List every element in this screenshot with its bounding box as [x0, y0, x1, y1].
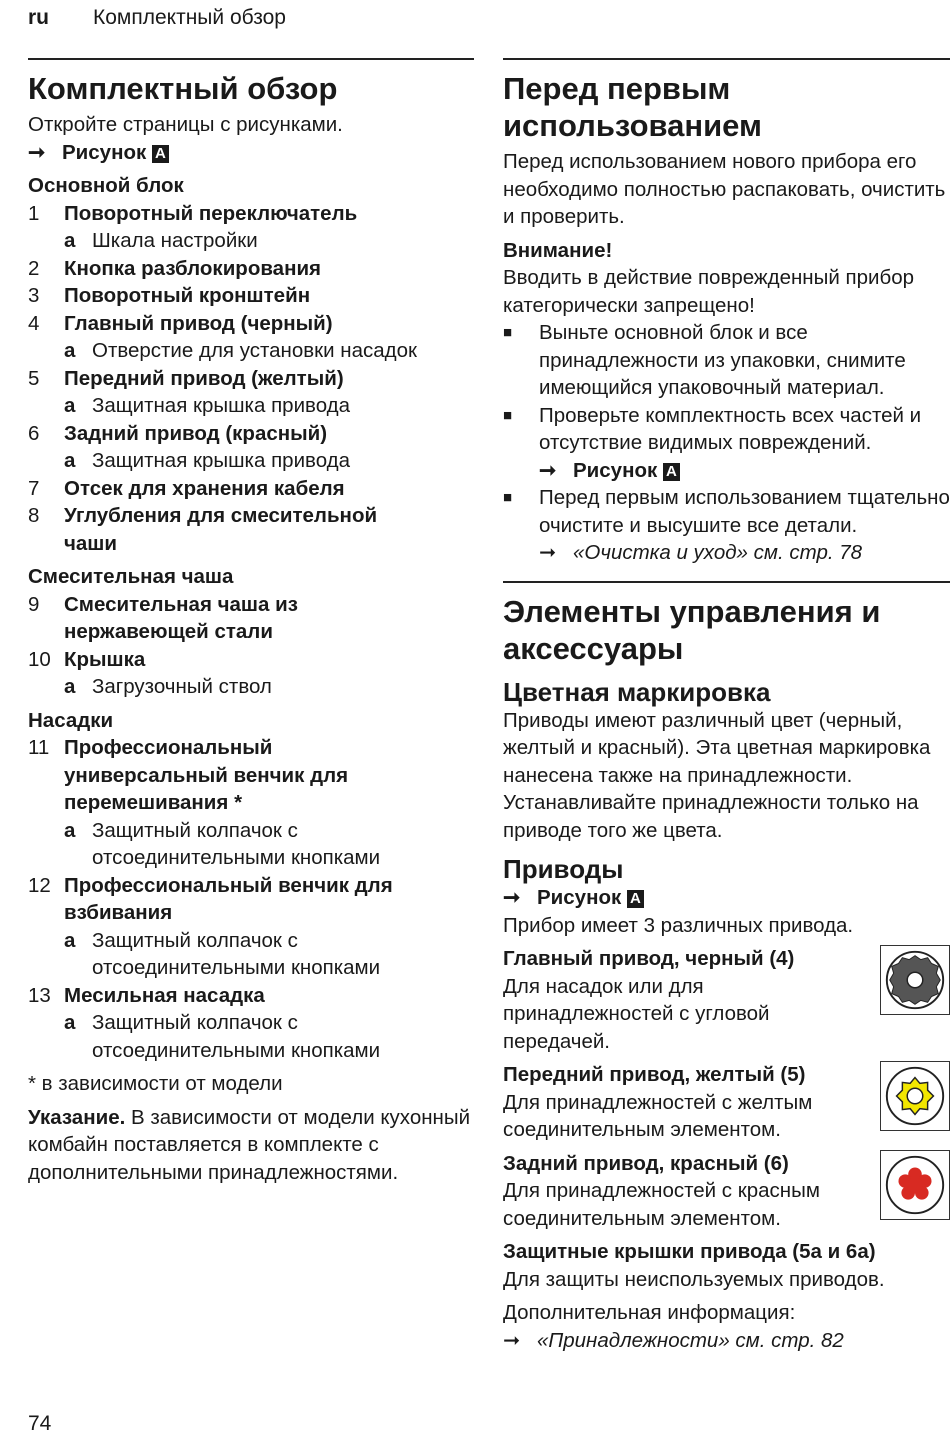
list-subitem: [28, 1009, 474, 1064]
drives-heading: Приводы: [503, 854, 624, 884]
covers-text: Для защиты неиспользуемых приводов.: [503, 1267, 885, 1291]
item-text: Загрузочный ствол: [92, 675, 272, 698]
color-coding-heading: Цветная маркировка: [503, 676, 771, 707]
drives-intro: Прибор имеет 3 различных привода.: [503, 913, 854, 937]
language-code: ru: [28, 6, 49, 29]
yellow-drive-icon: [880, 1061, 950, 1131]
arrow-icon: ➞: [503, 1328, 521, 1352]
drive-rear-text: Для принадлежностей с красным соединительным элементом.: [503, 1179, 820, 1230]
drive-front: [503, 1061, 950, 1144]
red-drive-icon: [880, 1150, 950, 1220]
item-text: Месильная насадка: [64, 983, 265, 1007]
drive-main: [503, 945, 950, 1055]
list-item: [28, 502, 474, 557]
cleaning-link[interactable]: [503, 539, 950, 567]
figure-reference[interactable]: [503, 457, 950, 485]
list-subitem: [28, 227, 474, 255]
bullet-text: Выньте основной блок и все принадлежности из упаковки, снимите имеющийся упаковочный материал.: [539, 321, 906, 399]
list-subitem: [28, 337, 474, 365]
arrow-icon: ➞: [539, 541, 557, 564]
item-text: Защитная крышка привода: [92, 394, 351, 417]
drive-front-title: Передний привод, желтый (5): [503, 1063, 806, 1086]
item-text: Шкала настройки: [92, 229, 258, 252]
item-number: 10: [28, 647, 51, 671]
item-number: 3: [28, 284, 40, 307]
figure-a-icon: A: [627, 890, 644, 908]
item-text: Кнопка разблокирования: [64, 256, 322, 280]
list-item: [28, 591, 474, 646]
overview-intro: Откройте страницы с рисунками.: [28, 113, 343, 136]
figure-reference[interactable]: [503, 884, 950, 912]
section-divider: [503, 581, 950, 583]
figure-label: Рисунок: [537, 886, 622, 909]
warning-label: Внимание!: [503, 238, 613, 262]
list-subitem: [28, 927, 474, 982]
item-letter: a: [64, 339, 76, 362]
list-subitem: [28, 817, 474, 872]
item-text: Задний привод (красный): [64, 421, 328, 445]
group-heading: Насадки: [28, 708, 114, 732]
item-letter: a: [64, 229, 76, 252]
square-bullet-icon: ■: [503, 406, 513, 424]
more-info: Дополнительная информация:: [503, 1301, 796, 1324]
item-text: Профессиональный венчик для взбивания: [64, 873, 393, 924]
overview-heading: Комплектный обзор: [28, 71, 338, 106]
arrow-icon: ➞: [539, 458, 557, 482]
item-letter: a: [64, 449, 76, 472]
drive-rear: [503, 1150, 950, 1233]
accessories-link[interactable]: [503, 1327, 950, 1355]
item-text: Крышка: [64, 647, 146, 671]
bullet-text: Перед первым использованием тщательно очистите и высушите все детали.: [539, 486, 950, 537]
list-item: [28, 872, 474, 927]
list-item: [28, 365, 474, 393]
cleaning-link-text: «Очистка и уход» см. стр. 78: [573, 541, 863, 564]
list-item: [28, 734, 474, 817]
bullet-item: [503, 319, 950, 402]
square-bullet-icon: ■: [503, 324, 513, 341]
figure-a-icon: A: [663, 463, 680, 481]
item-text: Защитный колпачок с отсоединительными кнопками: [92, 1011, 381, 1062]
bullet-item: [503, 484, 950, 539]
item-number: 11: [28, 736, 50, 759]
group-heading: Основной блок: [28, 174, 184, 197]
controls-heading: Элементы управления и аксессуары: [503, 593, 881, 666]
item-number: 4: [28, 311, 40, 335]
item-text: Поворотный кронштейн: [64, 284, 311, 307]
item-text: Главный привод (черный): [64, 311, 333, 335]
item-letter: a: [64, 928, 76, 952]
list-subitem: [28, 392, 474, 420]
list-item: [28, 420, 474, 448]
figure-reference[interactable]: [28, 139, 474, 167]
color-coding-text: Приводы имеют различный цвет (черный, желтый и красный). Эта цветная маркировка нанесена также на принадлежности. Устанавливайте принадлежности только на приводе того же цвета.: [503, 708, 931, 842]
item-text: Смесительная чаша из нержавеющей стали: [64, 592, 298, 643]
square-bullet-icon: ■: [503, 489, 513, 506]
list-subitem: [28, 447, 474, 475]
list-item: [28, 646, 474, 674]
covers-title: Защитные крышки привода (5a и 6a): [503, 1240, 876, 1263]
figure-label: Рисунок: [62, 140, 147, 164]
drive-rear-title: Задний привод, красный (6): [503, 1151, 789, 1175]
list-subitem: [28, 673, 474, 701]
page-header: [28, 6, 286, 30]
bullet-text: Проверьте комплектность всех частей и отсутствие видимых повреждений.: [539, 403, 922, 454]
figure-a-icon: A: [152, 145, 169, 163]
item-number: 1: [28, 201, 40, 225]
list-item: [28, 282, 474, 310]
black-drive-icon: [880, 945, 950, 1015]
list-item: [28, 475, 474, 503]
item-letter: a: [64, 675, 76, 698]
note-text: В зависимости от модели кухонный комбайн поставляется в комплекте с дополнительными принадлежностями.: [28, 1105, 471, 1184]
item-number: 9: [28, 592, 40, 616]
right-column: [503, 58, 950, 1354]
arrow-icon: ➞: [28, 140, 46, 164]
item-text: Углубления для смесительной чаши: [64, 504, 378, 555]
item-letter: a: [64, 818, 76, 842]
left-column: [28, 58, 474, 1186]
first-use-intro: Перед использованием нового прибора его необходимо полностью распаковать, очистить и проверить.: [503, 150, 946, 228]
figure-label: Рисунок: [573, 458, 658, 482]
list-item: [28, 255, 474, 283]
item-text: Защитный колпачок с отсоединительными кнопками: [92, 818, 381, 869]
item-text: Отверстие для установки насадок: [92, 339, 417, 362]
note-label: Указание.: [28, 1105, 126, 1129]
item-text: Профессиональный универсальный венчик для перемешивания *: [64, 736, 349, 814]
item-text: Защитная крышка привода: [92, 449, 351, 472]
header-title: Комплектный обзор: [93, 6, 286, 29]
item-number: 6: [28, 421, 40, 445]
item-text: Передний привод (желтый): [64, 366, 344, 390]
note-paragraph: [28, 1104, 474, 1187]
item-letter: a: [64, 1011, 76, 1034]
list-item: [28, 200, 474, 228]
item-text: Защитный колпачок с отсоединительными кнопками: [92, 928, 381, 979]
item-number: 8: [28, 504, 40, 527]
drive-main-text: Для насадок или для принадлежностей с угловой передачей.: [503, 974, 770, 1053]
page-number: 74: [28, 1412, 52, 1435]
footnote: * в зависимости от модели: [28, 1072, 283, 1095]
accessories-link-text: «Принадлежности» см. стр. 82: [537, 1328, 844, 1352]
item-number: 13: [28, 983, 51, 1007]
item-letter: a: [64, 394, 76, 417]
first-use-heading: Перед первым использованием: [503, 71, 762, 143]
list-item: [28, 310, 474, 338]
drive-main-title: Главный привод, черный (4): [503, 947, 795, 970]
bullet-item: [503, 402, 950, 457]
warning-text: Вводить в действие поврежденный прибор категорически запрещено!: [503, 266, 915, 317]
arrow-icon: ➞: [503, 886, 521, 909]
item-number: 5: [28, 366, 40, 390]
item-number: 7: [28, 476, 40, 500]
drive-front-text: Для принадлежностей с желтым соединительным элементом.: [503, 1090, 813, 1141]
item-text: Отсек для хранения кабеля: [64, 476, 345, 500]
list-item: [28, 982, 474, 1010]
item-number: 2: [28, 256, 40, 280]
item-number: 12: [28, 873, 51, 897]
item-text: Поворотный переключатель: [64, 201, 358, 225]
group-heading: Смесительная чаша: [28, 565, 234, 588]
